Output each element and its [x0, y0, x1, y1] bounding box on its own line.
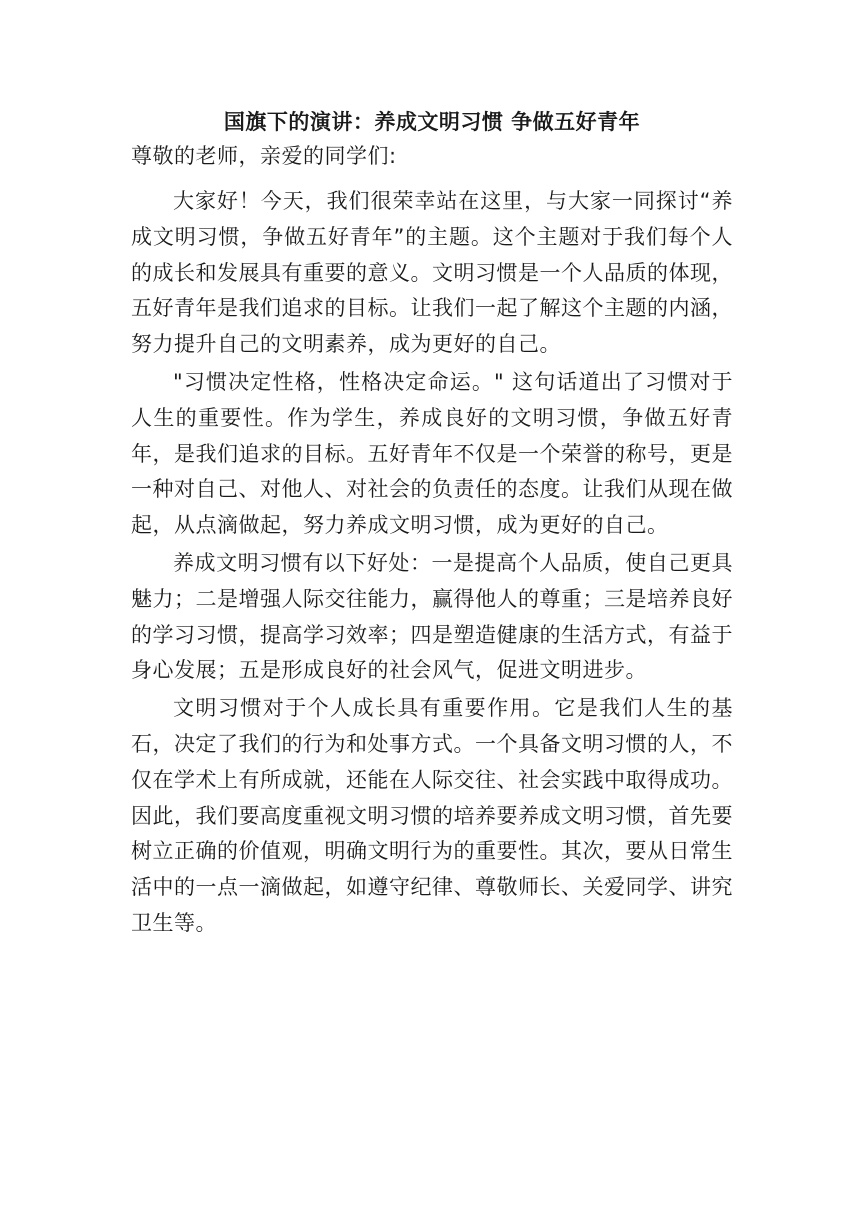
- paragraph-importance: 文明习惯对于个人成长具有重要作用。它是我们人生的基石，决定了我们的行为和处事方式。一个具备文明习惯的人，不仅在学术上有所成就，还能在人际交往、社会实践中取得成功。因此，我们要高度重视文明习惯的培养要养成文明习惯，首先要树立正确的价值观，明确文明行为的重要性。其次，要从日常生活中的一点一滴做起，如遵守纪律、尊敬师长、关爱同学、讲究卫生等。: [131, 696, 733, 935]
- salutation: 尊敬的老师，亲爱的同学们:: [131, 144, 397, 168]
- document-title: 国旗下的演讲：养成文明习惯 争做五好青年: [223, 110, 641, 134]
- paragraph-greeting: 大家好！今天，我们很荣幸站在这里，与大家一同探讨“养成文明习惯，争做五好青年”的主题。这个主题对于我们每个人的成长和发展具有重要的意义。文明习惯是一个人品质的体现，五好青年是我们追求的目标。让我们一起了解这个主题的内涵，努力提升自己的文明素养，成为更好的自己。: [131, 189, 733, 357]
- paragraph-benefits: 养成文明习惯有以下好处：一是提高个人品质，使自己更具魅力；二是增强人际交往能力，赢得他人的尊重；三是培养良好的学习习惯，提高学习效率；四是塑造健康的生活方式，有益于身心发展；五是形成良好的社会风气，促进文明进步。: [131, 550, 733, 683]
- paragraph-habit-quote: "习惯决定性格，性格决定命运。" 这句话道出了习惯对于人生的重要性。作为学生，养成良好的文明习惯，争做五好青年，是我们追求的目标。五好青年不仅是一个荣誉的称号，更是一种对自己、对他人、对社会的负责任的态度。让我们从现在做起，从点滴做起，努力养成文明习惯，成为更好的自己。: [131, 369, 733, 538]
- document-page: [131, 108, 733, 944]
